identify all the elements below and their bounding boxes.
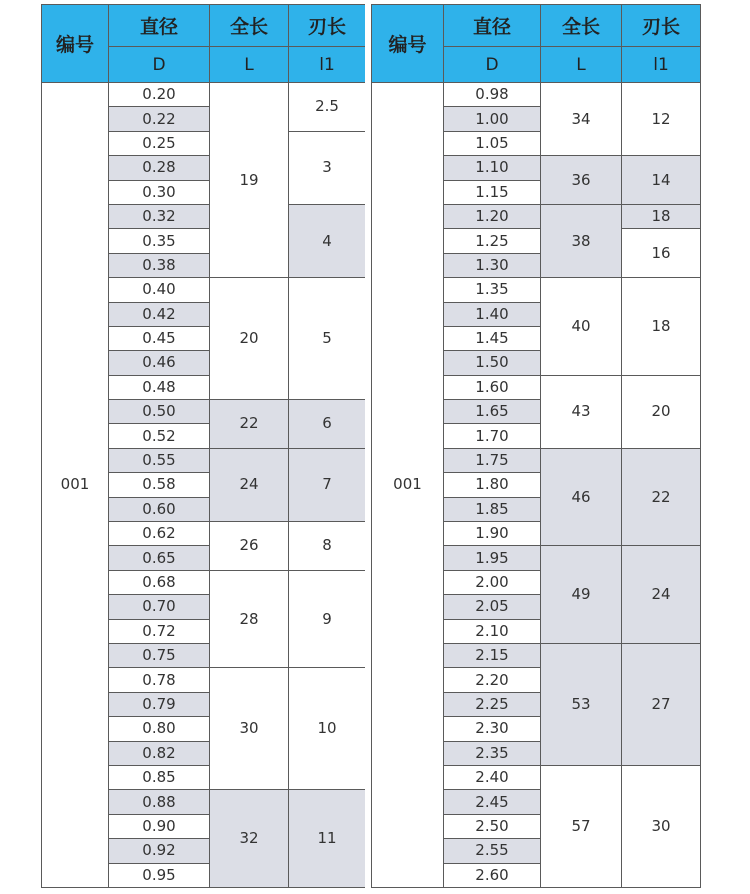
diameter-cell: 0.32	[109, 204, 210, 228]
diameter-cell: 1.70	[444, 424, 541, 448]
diameter-cell: 0.55	[109, 448, 210, 472]
diameter-cell: 1.15	[444, 180, 541, 204]
code-cell: 001	[372, 83, 444, 888]
length-cell: 26	[210, 522, 289, 571]
blade-length-cell: 6	[289, 400, 366, 449]
blade-length-cell: 27	[622, 643, 701, 765]
header-diameter-symbol: D	[109, 47, 210, 83]
blade-length-cell: 24	[622, 546, 701, 644]
length-cell: 38	[541, 204, 622, 277]
diameter-cell: 2.35	[444, 741, 541, 765]
header-diameter: 直径	[109, 5, 210, 47]
length-cell: 19	[210, 83, 289, 278]
diameter-cell: 1.75	[444, 448, 541, 472]
length-cell: 28	[210, 570, 289, 668]
blade-length-cell: 7	[289, 448, 366, 521]
diameter-cell: 0.95	[109, 863, 210, 887]
diameter-cell: 2.10	[444, 619, 541, 643]
diameter-cell: 2.05	[444, 595, 541, 619]
diameter-cell: 0.88	[109, 790, 210, 814]
length-cell: 34	[541, 83, 622, 156]
diameter-cell: 2.50	[444, 814, 541, 838]
diameter-cell: 1.50	[444, 351, 541, 375]
diameter-cell: 1.85	[444, 497, 541, 521]
diameter-cell: 2.45	[444, 790, 541, 814]
table-row	[372, 83, 701, 107]
length-cell: 24	[210, 448, 289, 521]
diameter-cell: 0.75	[109, 643, 210, 667]
header-length-symbol: L	[541, 47, 622, 83]
header-length: 全长	[210, 5, 289, 47]
diameter-cell: 0.30	[109, 180, 210, 204]
diameter-cell: 0.45	[109, 326, 210, 350]
length-cell: 46	[541, 448, 622, 546]
length-cell: 40	[541, 278, 622, 376]
diameter-cell: 0.50	[109, 400, 210, 424]
blade-length-cell: 9	[289, 570, 366, 668]
diameter-cell: 0.72	[109, 619, 210, 643]
diameter-cell: 0.40	[109, 278, 210, 302]
header-code: 编号	[42, 5, 109, 83]
diameter-cell: 0.85	[109, 765, 210, 789]
diameter-cell: 1.25	[444, 229, 541, 253]
diameter-cell: 1.05	[444, 131, 541, 155]
diameter-cell: 1.40	[444, 302, 541, 326]
header-code: 编号	[372, 5, 444, 83]
header-blade-symbol: l1	[622, 47, 701, 83]
diameter-cell: 0.35	[109, 229, 210, 253]
diameter-cell: 0.79	[109, 692, 210, 716]
blade-length-cell: 18	[622, 204, 701, 228]
blade-length-cell: 18	[622, 278, 701, 376]
diameter-cell: 1.60	[444, 375, 541, 399]
blade-length-cell: 30	[622, 765, 701, 887]
diameter-cell: 0.25	[109, 131, 210, 155]
diameter-cell: 0.68	[109, 570, 210, 594]
diameter-cell: 1.10	[444, 156, 541, 180]
diameter-cell: 0.80	[109, 717, 210, 741]
length-cell: 32	[210, 790, 289, 888]
diameter-cell: 0.52	[109, 424, 210, 448]
blade-length-cell: 10	[289, 668, 366, 790]
diameter-cell: 2.15	[444, 643, 541, 667]
diameter-cell: 0.20	[109, 83, 210, 107]
length-cell: 22	[210, 400, 289, 449]
diameter-cell: 1.00	[444, 107, 541, 131]
blade-length-cell: 2.5	[289, 83, 366, 132]
diameter-cell: 2.00	[444, 570, 541, 594]
diameter-cell: 1.20	[444, 204, 541, 228]
length-cell: 53	[541, 643, 622, 765]
blade-length-cell: 11	[289, 790, 366, 888]
diameter-cell: 1.30	[444, 253, 541, 277]
diameter-cell: 1.65	[444, 400, 541, 424]
blade-length-cell: 22	[622, 448, 701, 546]
blade-length-cell: 8	[289, 522, 366, 571]
blade-length-cell: 16	[622, 229, 701, 278]
diameter-cell: 0.48	[109, 375, 210, 399]
diameter-cell: 1.80	[444, 473, 541, 497]
header-blade-symbol: l1	[289, 47, 366, 83]
diameter-cell: 2.40	[444, 765, 541, 789]
header-diameter: 直径	[444, 5, 541, 47]
diameter-cell: 1.90	[444, 522, 541, 546]
blade-length-cell: 4	[289, 204, 366, 277]
length-cell: 36	[541, 156, 622, 205]
code-cell: 001	[42, 83, 109, 888]
blade-length-cell: 5	[289, 278, 366, 400]
header-blade: 刃长	[289, 5, 366, 47]
diameter-cell: 2.25	[444, 692, 541, 716]
diameter-cell: 0.78	[109, 668, 210, 692]
diameter-cell: 0.60	[109, 497, 210, 521]
length-cell: 57	[541, 765, 622, 887]
diameter-cell: 0.22	[109, 107, 210, 131]
blade-length-cell: 3	[289, 131, 366, 204]
diameter-cell: 2.20	[444, 668, 541, 692]
diameter-cell: 0.65	[109, 546, 210, 570]
length-cell: 30	[210, 668, 289, 790]
diameter-cell: 0.46	[109, 351, 210, 375]
spec-table-right	[371, 4, 701, 888]
blade-length-cell: 14	[622, 156, 701, 205]
blade-length-cell: 12	[622, 83, 701, 156]
diameter-cell: 1.45	[444, 326, 541, 350]
diameter-cell: 2.30	[444, 717, 541, 741]
diameter-cell: 0.82	[109, 741, 210, 765]
diameter-cell: 0.98	[444, 83, 541, 107]
diameter-cell: 1.35	[444, 278, 541, 302]
diameter-cell: 2.55	[444, 839, 541, 863]
blade-length-cell: 20	[622, 375, 701, 448]
length-cell: 43	[541, 375, 622, 448]
header-diameter-symbol: D	[444, 47, 541, 83]
diameter-cell: 0.62	[109, 522, 210, 546]
table-row	[42, 83, 366, 107]
header-blade: 刃长	[622, 5, 701, 47]
diameter-cell: 1.95	[444, 546, 541, 570]
diameter-cell: 0.38	[109, 253, 210, 277]
diameter-cell: 0.70	[109, 595, 210, 619]
length-cell: 20	[210, 278, 289, 400]
diameter-cell: 0.90	[109, 814, 210, 838]
header-length-symbol: L	[210, 47, 289, 83]
diameter-cell: 2.60	[444, 863, 541, 887]
length-cell: 49	[541, 546, 622, 644]
diameter-cell: 0.28	[109, 156, 210, 180]
diameter-cell: 0.92	[109, 839, 210, 863]
diameter-cell: 0.58	[109, 473, 210, 497]
spec-table-left	[41, 4, 366, 888]
header-length: 全长	[541, 5, 622, 47]
diameter-cell: 0.42	[109, 302, 210, 326]
